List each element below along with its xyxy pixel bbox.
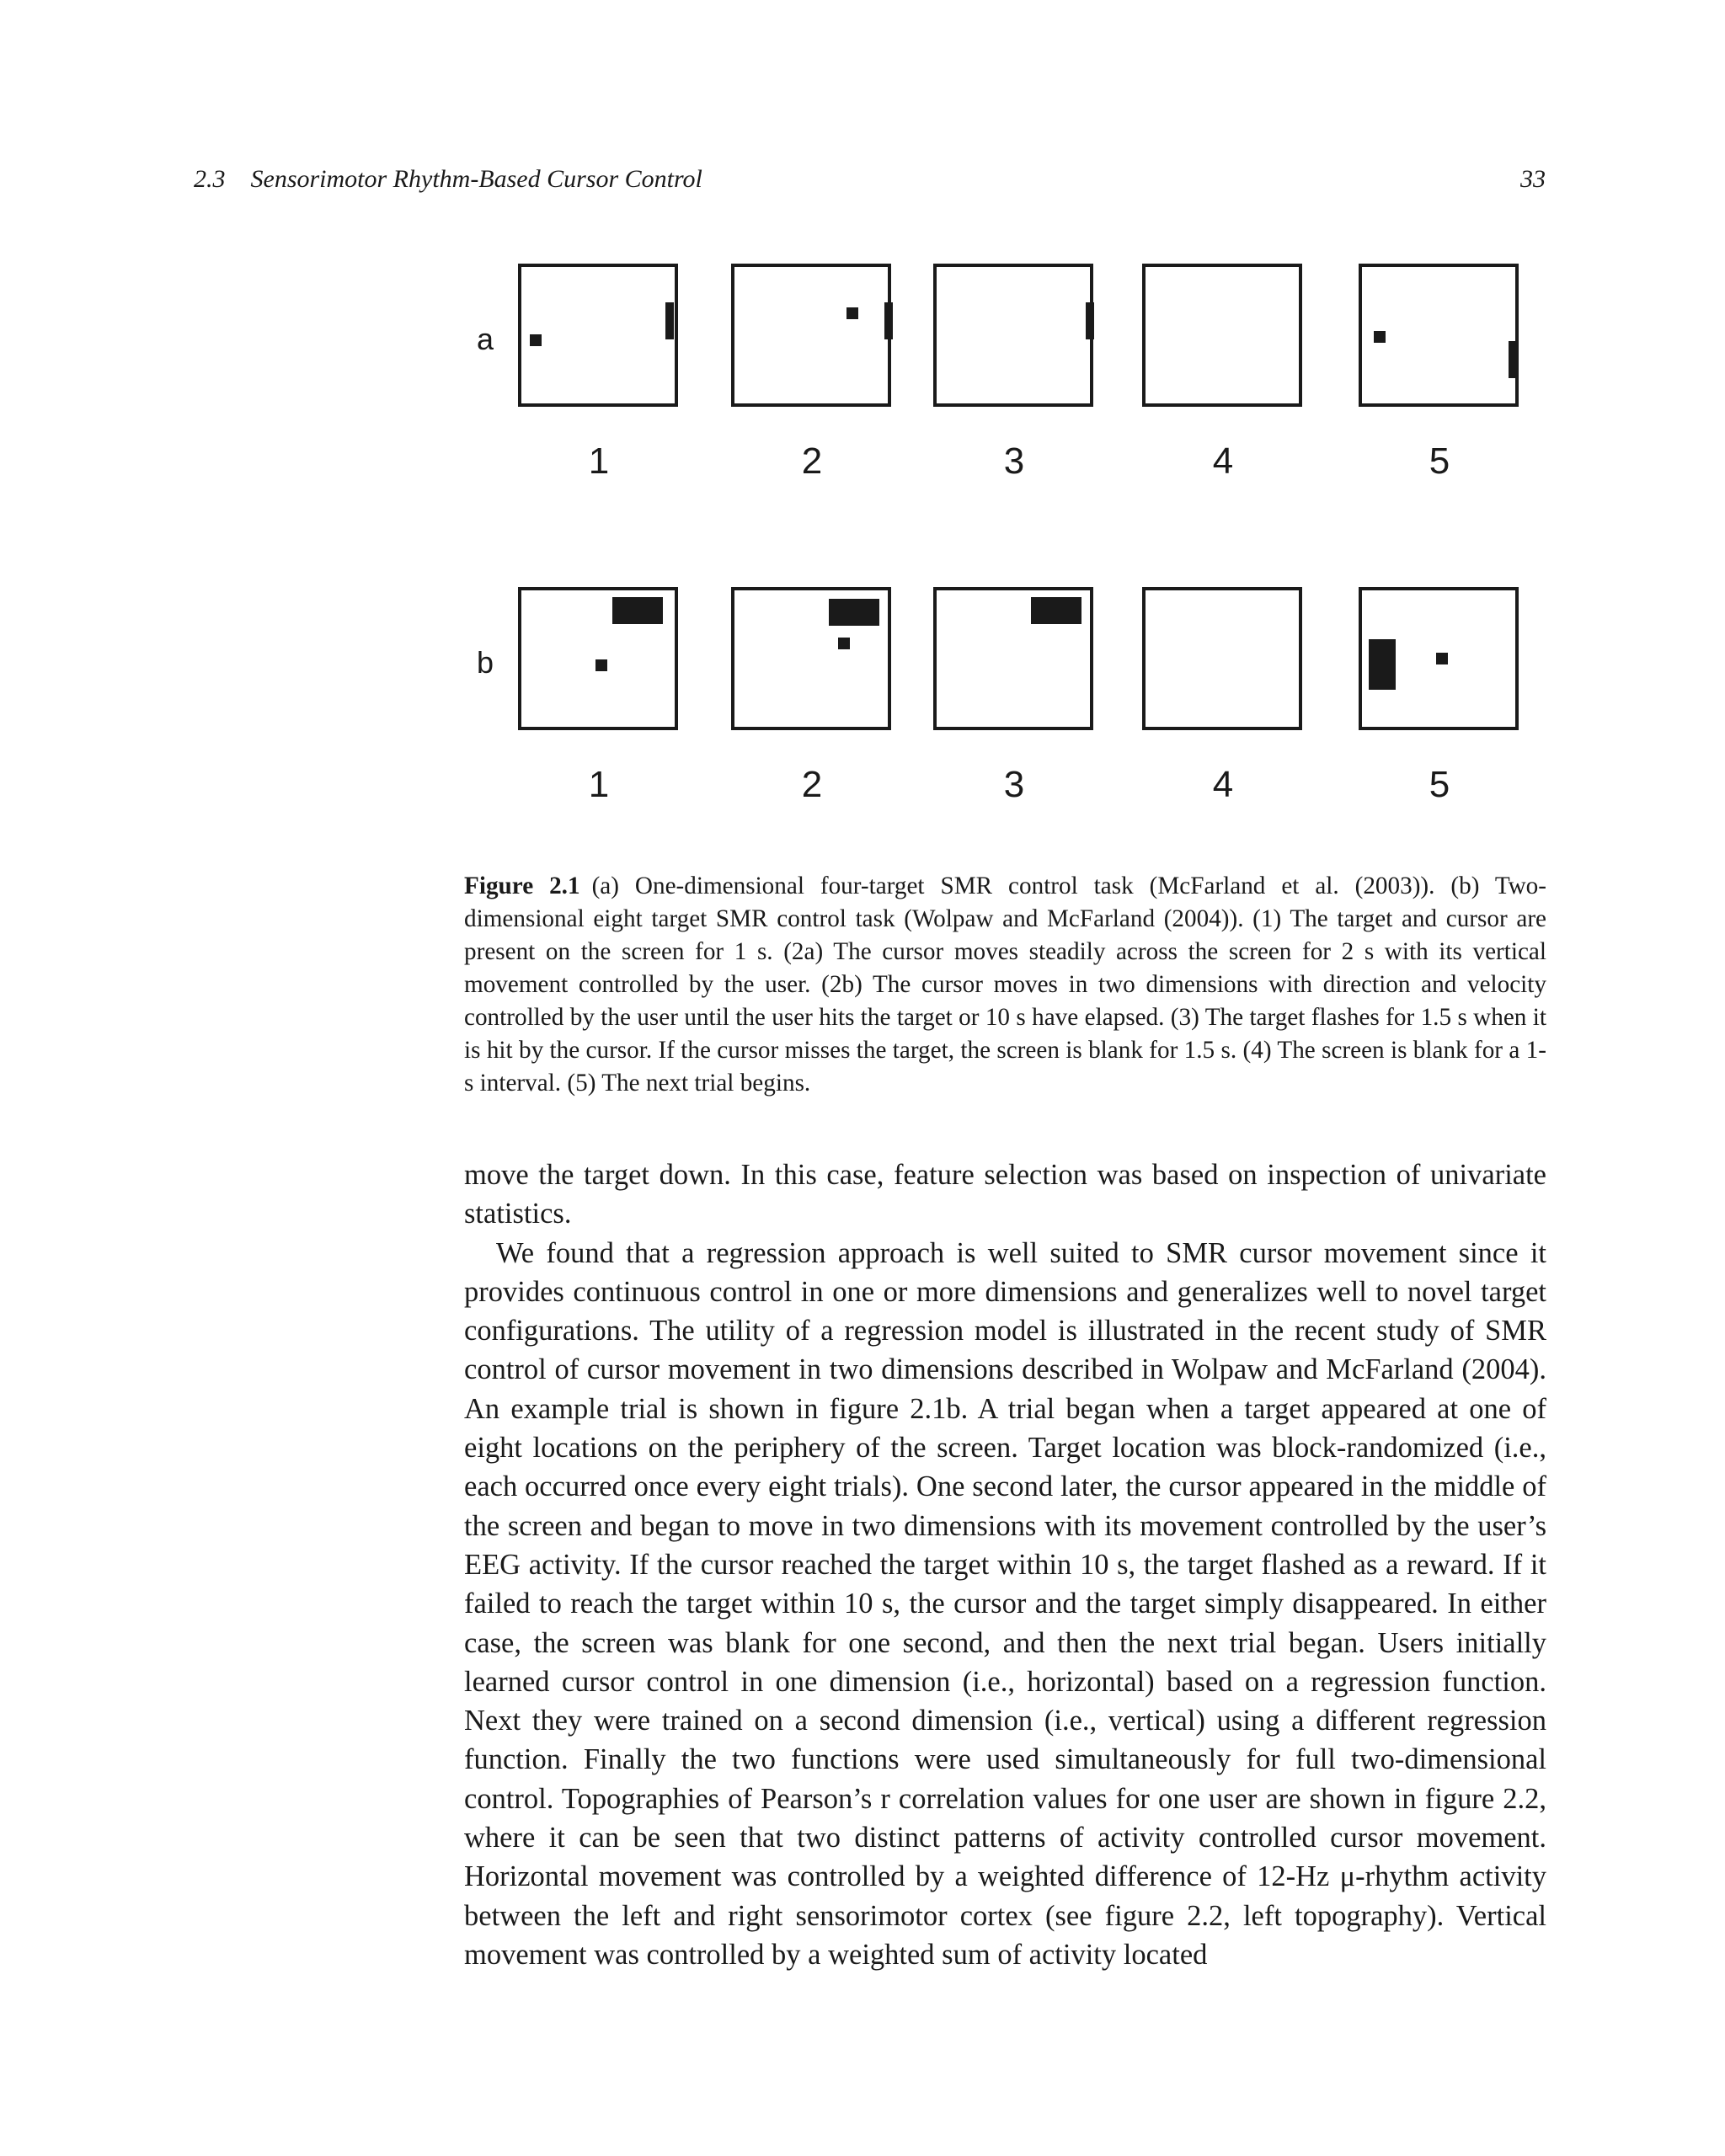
figure-2-1 (0, 0, 1725, 842)
panel-b-2 (731, 587, 891, 730)
cursor (1436, 653, 1448, 664)
target (1369, 639, 1396, 690)
target (1086, 302, 1094, 339)
body-text (464, 1155, 1546, 1974)
panel-a-5 (1359, 264, 1519, 407)
paragraph: We found that a regression approach is well suited to SMR cursor movement since it provides continuous control in one or more dimensions and generalizes well to novel target configurations. The utility of a regression model is illustrated in the recent study of SMR control of cursor movement in two dimensions described in Wolpaw and McFarland (2004). An example trial is shown in figure 2.1b. A trial began when a target appeared at one of eight locations on the periphery of the screen. Target location was block-randomized (i.e., each occurred once every eight trials). One second later, the cursor appeared in the middle of the screen and began to move in two dimensions with its movement controlled by the user’s EEG activity. If the cursor reached the target within 10 s, the target flashed as a reward. If it failed to reach the target within 10 s, the cursor and the target simply disappeared. In either case, the screen was blank for one second, and then the next trial began. Users initially learned cursor control in one dimension (i.e., horizontal) based on a regression function. Next they were trained on a second dimension (i.e., vertical) using a different regression function. Finally the two functions were used simultaneously for full two-dimensional control. Topographies of Pearson’s r correlation values for one user are shown in figure 2.2, where it can be seen that two distinct patterns of activity controlled cursor movement. Horizontal movement was controlled by a weighted difference of 12-Hz μ-rhythm activity between the left and right sensorimotor cortex (see figure 2.2, left topography). Vertical movement was controlled by a weighted sum of activity located (464, 1236, 1546, 1971)
frame-number-a-4: 4 (1212, 440, 1234, 482)
section-title: 2.3 Sensorimotor Rhythm-Based Cursor Control (194, 165, 702, 193)
frame-number-b-5: 5 (1429, 764, 1450, 805)
frame-number-a-3: 3 (1003, 440, 1025, 482)
cursor (838, 638, 850, 649)
frame-number-a-1: 1 (588, 440, 610, 482)
panel-b-5 (1359, 587, 1519, 730)
row-a-label: a (477, 322, 494, 356)
panel-a-2 (731, 264, 891, 407)
target (829, 599, 879, 626)
target (1509, 341, 1517, 378)
frame-number-b-4: 4 (1212, 764, 1234, 805)
target (612, 597, 663, 624)
panel-a-4 (1142, 264, 1302, 407)
figure-label: Figure 2.1 (464, 873, 580, 899)
figure-caption (464, 870, 1546, 1100)
cursor (1374, 331, 1386, 343)
cursor (595, 659, 607, 671)
cursor (846, 307, 858, 319)
panel-b-4 (1142, 587, 1302, 730)
page-number: 33 (1520, 165, 1546, 193)
caption-text: (a) One-dimensional four-target SMR control task (McFarland et al. (2003)). (b) Two-dimensional eight target SMR control task (Wolpaw and McFarland (2004)). (1) The target and cursor are present on the screen for 1 s. (2a) The cursor moves steadily across the screen for 2 s with its vertical movement controlled by the user. (2b) The cursor moves in two dimensions with direction and velocity controlled by the user until the user hits the target or 10 s have elapsed. (3) The target flashes for 1.5 s when it is hit by the cursor. If the cursor misses the target, the screen is blank for 1.5 s. (4) The screen is blank for a 1-s interval. (5) The next trial begins. (464, 873, 1546, 1097)
panel-a-1 (518, 264, 678, 407)
frame-number-a-5: 5 (1429, 440, 1450, 482)
frame-number-b-1: 1 (588, 764, 610, 805)
cursor (530, 334, 542, 346)
frame-number-a-2: 2 (801, 440, 823, 482)
frame-number-b-2: 2 (801, 764, 823, 805)
target (1031, 597, 1081, 624)
target (665, 302, 674, 339)
panel-b-1 (518, 587, 678, 730)
target (884, 302, 893, 339)
row-b-label: b (477, 645, 494, 680)
panel-a-3 (933, 264, 1093, 407)
frame-number-b-3: 3 (1003, 764, 1025, 805)
paragraph: move the target down. In this case, feature selection was based on inspection of univariate statistics. (464, 1159, 1546, 1230)
panel-b-3 (933, 587, 1093, 730)
